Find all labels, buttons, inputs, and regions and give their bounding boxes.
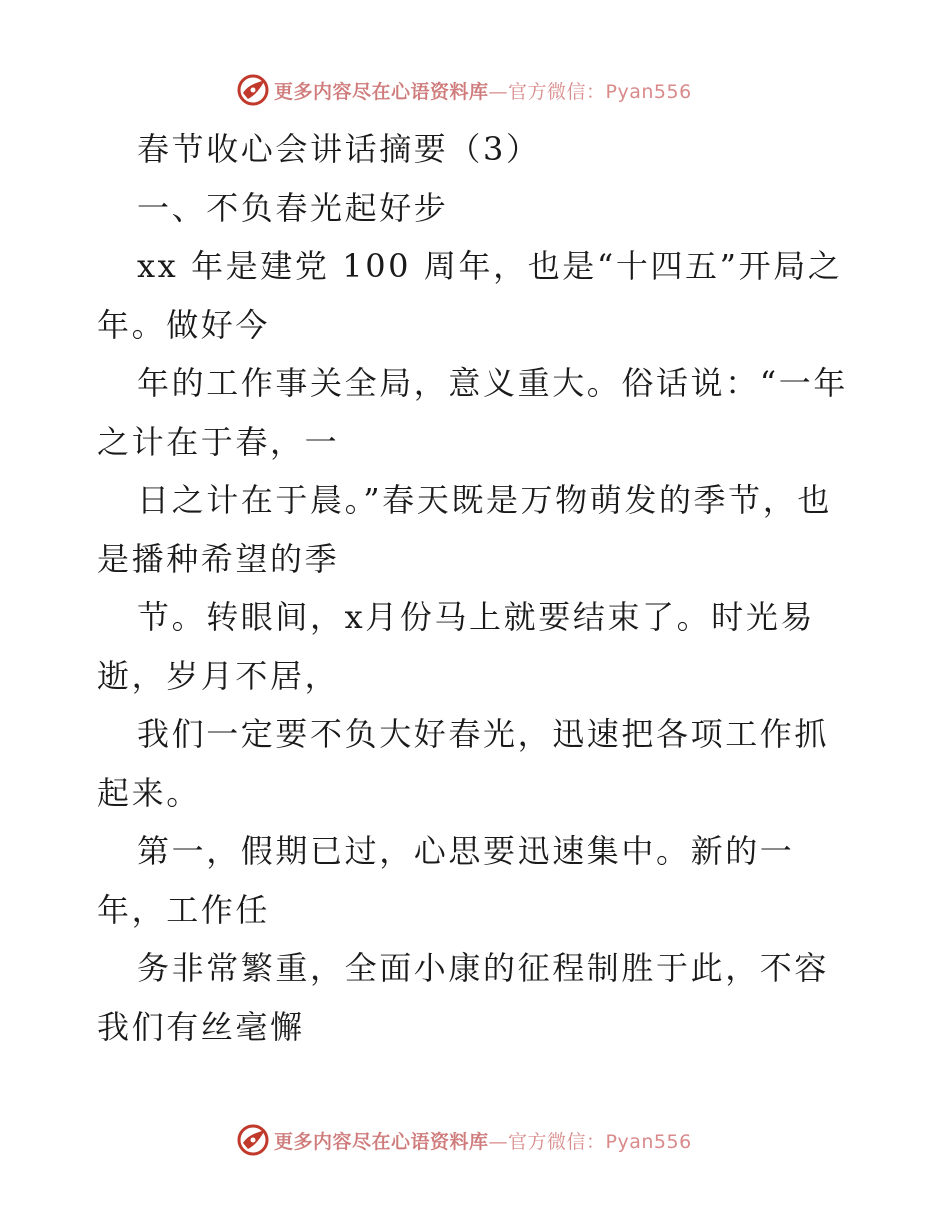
pen-nib-circle-icon <box>236 73 270 107</box>
paragraph-line: 年的工作事关全局，意义重大。俗话说：“一年之计在于春，一 <box>97 364 848 461</box>
document-title: 春节收心会讲话摘要（3） <box>137 130 541 168</box>
paragraph-line: 我们一定要不负大好春光，迅速把各项工作抓起来。 <box>97 715 830 812</box>
header-brand: 更多内容尽在心语资料库 <box>274 80 489 103</box>
footer-brand: 更多内容尽在心语资料库 <box>274 1130 489 1153</box>
paragraph-line: 第一，假期已过，心思要迅速集中。新的一年，工作任 <box>97 832 795 929</box>
footer-separator: — <box>488 1130 509 1153</box>
footer-watermark <box>236 1120 736 1160</box>
section-heading: 一、不负春光起好步 <box>137 188 449 227</box>
paragraph-line: 节。转眼间，x月份马上就要结束了。时光易逝，岁月不居， <box>97 598 816 695</box>
pen-nib-circle-icon <box>236 1123 270 1157</box>
header-watermark-text <box>274 77 692 104</box>
document-body <box>97 120 857 1056</box>
header-separator: — <box>488 80 509 103</box>
header-wechat-label: 官方微信： <box>508 80 606 103</box>
paragraph-line: 日之计在于晨。”春天既是万物萌发的季节，也是播种希望的季 <box>97 481 832 578</box>
header-wechat-id: Pyan556 <box>605 80 692 103</box>
paragraph-line: xx 年是建党 100 周年，也是“十四五”开局之年。做好今 <box>97 247 843 344</box>
footer-wechat-label: 官方微信： <box>508 1130 606 1153</box>
footer-watermark-text <box>274 1127 692 1154</box>
paragraph-line: 务非常繁重，全面小康的征程制胜于此，不容我们有丝毫懈 <box>97 949 830 1046</box>
footer-wechat-id: Pyan556 <box>605 1130 692 1153</box>
header-watermark <box>236 70 736 110</box>
